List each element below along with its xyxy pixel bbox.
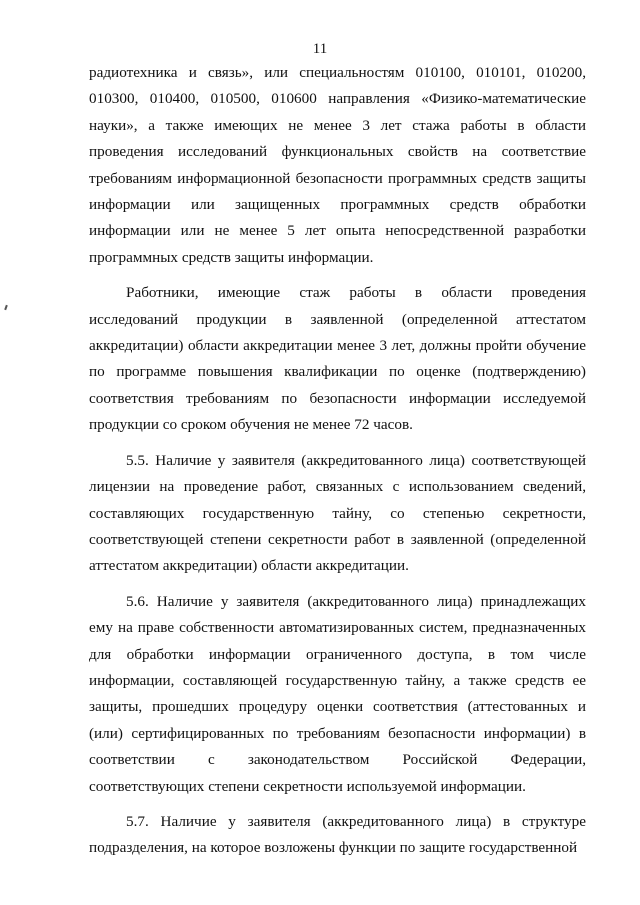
document-body bbox=[89, 60, 586, 862]
paragraph-continuation: радиотехника и связь», или специальностям 010100, 010101, 010200, 010300, 010400, 010500, 010600 направления «Физико-математические науки», а также имеющих не менее 3 лет стажа работы в области проведения исследований функциональных свойств на соответствие требованиям информационной безопасности программных средств защиты информации или защищенных программных средств обработки информации или не менее 5 лет опыта непосредственной разработки программных средств защиты информации. bbox=[89, 64, 586, 266]
paragraph-workers-training: Работники, имеющие стаж работы в области проведения исследований продукции в заявленной (определенной аттестатом аккредитации) области аккредитации менее 3 лет, должны пройти обучение по программе повышения квалификации по оценке (подтверждению) соответствия требованиям по безопасности информации исследуемой продукции со сроком обучения не менее 72 часов. bbox=[89, 284, 586, 434]
paragraph-5-7: 5.7. Наличие у заявителя (аккредитованного лица) в структуре подразделения, на которое возложены функции по защите государственной bbox=[89, 812, 586, 857]
page-number: 11 bbox=[312, 41, 328, 57]
paragraph-5-5: 5.5. Наличие у заявителя (аккредитованного лица) соответствующей лицензии на проведение работ, связанных с использованием сведений, составляющих государственную тайну, со степенью секретности, соответствующей степени секретности работ в заявленной (определенной аттестатом аккредитации) области аккредитации. bbox=[89, 451, 586, 575]
paragraph-5-6: 5.6. Наличие у заявителя (аккредитованного лица) принадлежащих ему на праве собственности автоматизированных систем, предназначенных для обработки информации ограниченного доступа, в том числе информации, составляющей государственную тайну, а также средств ее защиты, прошедших процедуру оценки соответствия (аттестованных и (или) сертифицированных по требованиям безопасности информации) в соответствии с законодательством Российской Федерации, соответствующих степени секретности используемой информации. bbox=[89, 592, 586, 795]
scan-mark bbox=[4, 305, 8, 310]
